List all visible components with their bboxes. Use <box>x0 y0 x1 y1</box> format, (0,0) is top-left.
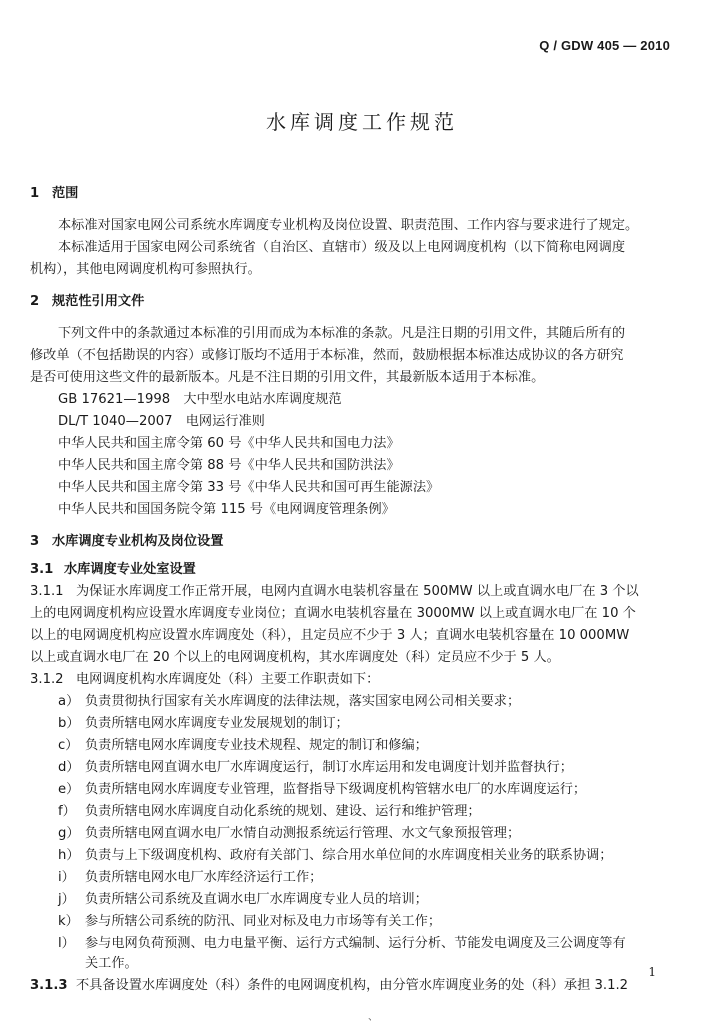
reference-item: 中华人民共和国国务院令第 115 号《电网调度管理条例》 <box>58 502 395 517</box>
duty-label: h） <box>58 848 80 863</box>
reference-item: 中华人民共和国主席令第 60 号《中华人民共和国电力法》 <box>58 436 400 451</box>
section-number: 3 <box>30 534 40 549</box>
section-title: 水库调度专业机构及岗位设置 <box>52 534 224 549</box>
duty-text: 负责所辖电网水库调度专业技术规程、规定的制订和修编； <box>85 738 428 753</box>
section-1-heading <box>30 184 78 204</box>
duty-item <box>58 934 626 954</box>
duty-label: j） <box>58 892 75 907</box>
section-number: 2 <box>30 294 40 309</box>
duty-text: 负责贯彻执行国家有关水库调度的法律法规，落实国家电网公司相关要求； <box>85 694 521 709</box>
duty-label: e） <box>58 782 80 797</box>
duty-item <box>58 868 322 888</box>
duty-item <box>58 824 520 844</box>
duty-text: 负责所辖电网水电厂水库经济运行工作； <box>85 870 323 885</box>
standard-code: Q / GDW 405 — 2010 <box>539 38 670 53</box>
reference-item: 中华人民共和国主席令第 88 号《中华人民共和国防洪法》 <box>58 458 400 473</box>
duty-item <box>58 802 481 822</box>
clause-3-1-2 <box>30 670 379 690</box>
duty-label: b） <box>58 716 80 731</box>
duty-item <box>58 758 573 778</box>
page-number: 1 <box>648 965 656 979</box>
duty-item <box>58 714 349 734</box>
duty-item <box>58 912 441 932</box>
reference-item: DL/T 1040—2007 电网运行准则 <box>58 414 265 429</box>
clause-3-1-1-line-2: 上的电网调度机构应设置水库调度专业岗位；直调水电装机容量在 3000MW 以上或直调水电厂在 10 个 <box>30 606 636 621</box>
clause-3-1-3 <box>30 976 628 996</box>
clause-3-1-1-line-4: 以上或直调水电厂在 20 个以上的电网调度机构，其水库调度处（科）定员应不少于 5 人。 <box>30 650 560 665</box>
duty-item-continuation: 关工作。 <box>85 956 138 971</box>
clause-3-1-1-line-3: 以上的电网调度机构应设置水库调度处（科），且定员应不少于 3 人；直调水电装机容量在 10 000MW <box>30 628 630 643</box>
clause-3-1-1-line-1 <box>30 582 639 602</box>
clause-number: 3.1.2 <box>30 672 64 687</box>
clause-text: 为保证水库调度工作正常开展，电网内直调水电装机容量在 500MW 以上或直调水电厂在 3 个以 <box>76 584 639 599</box>
duty-item <box>58 890 428 910</box>
duty-item <box>58 780 586 800</box>
reference-item: GB 17621—1998 大中型水电站水库调度规范 <box>58 392 342 407</box>
clause-number: 3.1.3 <box>30 978 68 993</box>
clause-text: 不具备设置水库调度处（科）条件的电网调度机构，由分管水库调度业务的处（科）承担 3.1.2 <box>76 978 629 993</box>
duty-item <box>58 692 520 712</box>
clause-text: 电网调度机构水库调度处（科）主要工作职责如下： <box>76 672 380 687</box>
subsection-number: 3.1 <box>30 562 54 577</box>
duty-label: i） <box>58 870 75 885</box>
duty-label: c） <box>58 738 79 753</box>
duty-label: k） <box>58 914 79 929</box>
section-1-paragraph-2-line-2: 机构），其他电网调度机构可参照执行。 <box>30 262 261 277</box>
section-1-paragraph-1: 本标准对国家电网公司系统水库调度专业机构及岗位设置、职责范围、工作内容与要求进行了规定。 <box>58 218 639 233</box>
duty-text: 负责所辖电网水库调度专业管理，监督指导下级调度机构管辖水电厂的水库调度运行； <box>85 782 587 797</box>
document-title: 水库调度工作规范 <box>266 110 458 134</box>
duty-text: 负责与上下级调度机构、政府有关部门、综合用水单位间的水库调度相关业务的联系协调； <box>85 848 613 863</box>
section-title: 范围 <box>52 186 79 201</box>
duty-text: 参与所辖公司系统的防汛、同业对标及电力市场等有关工作； <box>85 914 442 929</box>
duty-text: 负责所辖公司系统及直调水电厂水库调度专业人员的培训； <box>85 892 428 907</box>
duty-item <box>58 846 613 866</box>
subsection-3-1-heading <box>30 560 196 580</box>
section-2-paragraph-line-2: 修改单（不包括勘误的内容）或修订版均不适用于本标准，然而，鼓励根据本标准达成协议的各方研究 <box>30 348 624 363</box>
subsection-title: 水库调度专业处室设置 <box>64 562 196 577</box>
duty-text: 负责所辖电网直调水电厂水库调度运行，制订水库运用和发电调度计划并监督执行； <box>85 760 573 775</box>
duty-label: f） <box>58 804 76 819</box>
duty-label: g） <box>58 826 80 841</box>
scan-mark: 、 <box>368 1012 378 1023</box>
duty-label: l） <box>58 936 75 951</box>
duty-label: a） <box>58 694 80 709</box>
section-3-heading <box>30 532 223 552</box>
clause-number: 3.1.1 <box>30 584 64 599</box>
duty-text: 参与电网负荷预测、电力电量平衡、运行方式编制、运行分析、节能发电调度及三公调度等有 <box>85 936 626 951</box>
duty-text: 负责所辖电网直调水电厂水情自动测报系统运行管理、水文气象预报管理； <box>85 826 521 841</box>
reference-item: 中华人民共和国主席令第 33 号《中华人民共和国可再生能源法》 <box>58 480 440 495</box>
section-2-paragraph-line-3: 是否可使用这些文件的最新版本。凡是不注日期的引用文件，其最新版本适用于本标准。 <box>30 370 545 385</box>
duty-text: 负责所辖电网水库调度专业发展规划的制订； <box>85 716 349 731</box>
section-2-paragraph-line-1: 下列文件中的条款通过本标准的引用而成为本标准的条款。凡是注日期的引用文件，其随后所有的 <box>58 326 626 341</box>
section-number: 1 <box>30 186 40 201</box>
duty-text: 负责所辖电网水库调度自动化系统的规划、建设、运行和维护管理； <box>85 804 481 819</box>
section-2-heading <box>30 292 144 312</box>
duty-label: d） <box>58 760 80 775</box>
section-1-paragraph-2-line-1: 本标准适用于国家电网公司系统省（自治区、直辖市）级及以上电网调度机构（以下简称电网调度 <box>58 240 626 255</box>
duty-item <box>58 736 428 756</box>
section-title: 规范性引用文件 <box>52 294 145 309</box>
